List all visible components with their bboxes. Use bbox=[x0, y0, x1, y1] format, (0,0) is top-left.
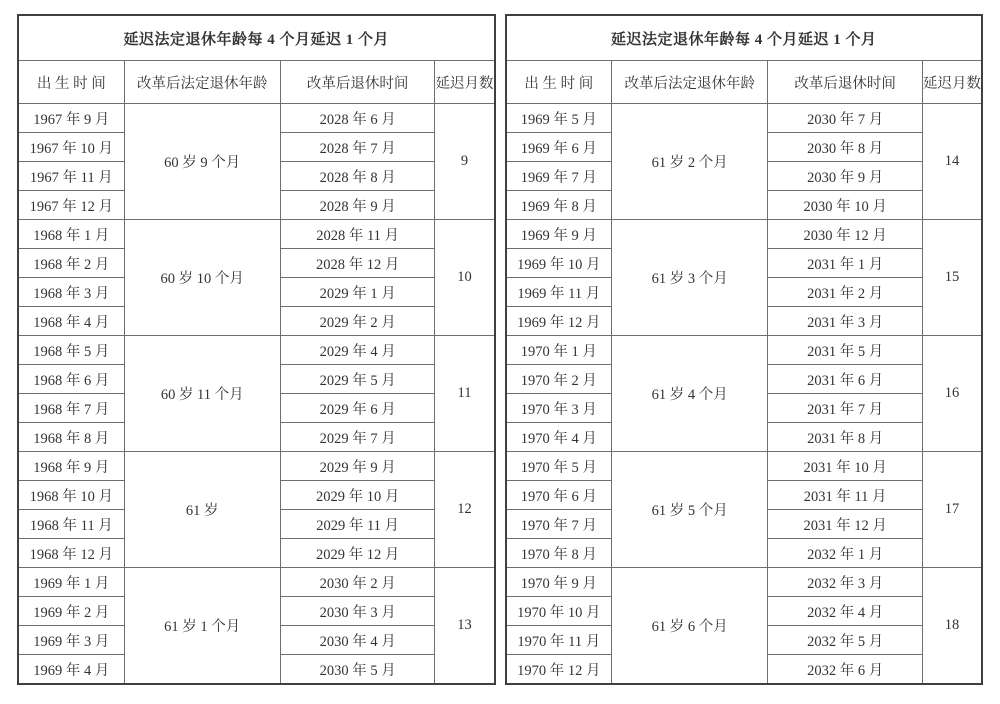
delay-months-cell: 10 bbox=[435, 220, 495, 336]
retire-time-cell: 2031 年 12 月 bbox=[768, 510, 923, 539]
retire-time-cell: 2028 年 9 月 bbox=[280, 191, 435, 220]
table-title: 延迟法定退休年龄每 4 个月延迟 1 个月 bbox=[18, 15, 495, 61]
birth-time-cell: 1969 年 10 月 bbox=[506, 249, 612, 278]
retire-time-cell: 2028 年 8 月 bbox=[280, 162, 435, 191]
table-row bbox=[18, 104, 495, 133]
retire-time-cell: 2030 年 10 月 bbox=[768, 191, 923, 220]
birth-time-cell: 1968 年 4 月 bbox=[18, 307, 124, 336]
birth-time-cell: 1970 年 10 月 bbox=[506, 597, 612, 626]
retire-time-cell: 2029 年 2 月 bbox=[280, 307, 435, 336]
retire-time-cell: 2032 年 1 月 bbox=[768, 539, 923, 568]
retire-time-cell: 2031 年 2 月 bbox=[768, 278, 923, 307]
retire-time-cell: 2031 年 3 月 bbox=[768, 307, 923, 336]
retire-time-cell: 2028 年 7 月 bbox=[280, 133, 435, 162]
delay-months-cell: 14 bbox=[922, 104, 982, 220]
statutory-age-cell: 60 岁 10 个月 bbox=[124, 220, 280, 336]
table-body bbox=[506, 104, 983, 685]
retire-time-cell: 2029 年 12 月 bbox=[280, 539, 435, 568]
col-header-delay-months: 延迟月数 bbox=[922, 61, 982, 104]
birth-time-cell: 1969 年 2 月 bbox=[18, 597, 124, 626]
table-row bbox=[506, 336, 983, 365]
retire-time-cell: 2030 年 7 月 bbox=[768, 104, 923, 133]
retire-time-cell: 2032 年 4 月 bbox=[768, 597, 923, 626]
birth-time-cell: 1969 年 8 月 bbox=[506, 191, 612, 220]
statutory-age-cell: 61 岁 4 个月 bbox=[612, 336, 768, 452]
birth-time-cell: 1968 年 12 月 bbox=[18, 539, 124, 568]
retire-time-cell: 2031 年 5 月 bbox=[768, 336, 923, 365]
birth-time-cell: 1968 年 6 月 bbox=[18, 365, 124, 394]
statutory-age-cell: 61 岁 bbox=[124, 452, 280, 568]
retire-time-cell: 2029 年 1 月 bbox=[280, 278, 435, 307]
birth-time-cell: 1967 年 12 月 bbox=[18, 191, 124, 220]
birth-time-cell: 1970 年 12 月 bbox=[506, 655, 612, 685]
birth-time-cell: 1970 年 9 月 bbox=[506, 568, 612, 597]
birth-time-cell: 1968 年 2 月 bbox=[18, 249, 124, 278]
birth-time-cell: 1968 年 8 月 bbox=[18, 423, 124, 452]
retirement-tables-container bbox=[17, 14, 983, 685]
birth-time-cell: 1969 年 9 月 bbox=[506, 220, 612, 249]
retire-time-cell: 2028 年 6 月 bbox=[280, 104, 435, 133]
table-row bbox=[506, 452, 983, 481]
col-header-statutory-age: 改革后法定退休年龄 bbox=[612, 61, 768, 104]
delay-months-cell: 12 bbox=[435, 452, 495, 568]
statutory-age-cell: 60 岁 11 个月 bbox=[124, 336, 280, 452]
table-title-row bbox=[506, 15, 983, 61]
birth-time-cell: 1968 年 7 月 bbox=[18, 394, 124, 423]
birth-time-cell: 1969 年 6 月 bbox=[506, 133, 612, 162]
delay-months-cell: 9 bbox=[435, 104, 495, 220]
col-header-birth-time: 出 生 时 间 bbox=[506, 61, 612, 104]
retire-time-cell: 2030 年 12 月 bbox=[768, 220, 923, 249]
retire-time-cell: 2032 年 5 月 bbox=[768, 626, 923, 655]
retire-time-cell: 2030 年 3 月 bbox=[280, 597, 435, 626]
birth-time-cell: 1968 年 1 月 bbox=[18, 220, 124, 249]
retire-time-cell: 2030 年 9 月 bbox=[768, 162, 923, 191]
table-row bbox=[18, 452, 495, 481]
col-header-retire-time: 改革后退休时间 bbox=[280, 61, 435, 104]
retire-time-cell: 2030 年 5 月 bbox=[280, 655, 435, 685]
table-title-row bbox=[18, 15, 495, 61]
retire-time-cell: 2029 年 6 月 bbox=[280, 394, 435, 423]
col-header-statutory-age: 改革后法定退休年龄 bbox=[124, 61, 280, 104]
birth-time-cell: 1970 年 6 月 bbox=[506, 481, 612, 510]
retire-time-cell: 2031 年 11 月 bbox=[768, 481, 923, 510]
birth-time-cell: 1967 年 10 月 bbox=[18, 133, 124, 162]
statutory-age-cell: 61 岁 6 个月 bbox=[612, 568, 768, 685]
birth-time-cell: 1969 年 12 月 bbox=[506, 307, 612, 336]
retire-time-cell: 2029 年 4 月 bbox=[280, 336, 435, 365]
birth-time-cell: 1970 年 2 月 bbox=[506, 365, 612, 394]
retire-time-cell: 2029 年 10 月 bbox=[280, 481, 435, 510]
birth-time-cell: 1970 年 11 月 bbox=[506, 626, 612, 655]
retire-time-cell: 2032 年 6 月 bbox=[768, 655, 923, 685]
retire-time-cell: 2029 年 11 月 bbox=[280, 510, 435, 539]
retire-time-cell: 2029 年 9 月 bbox=[280, 452, 435, 481]
delay-months-cell: 18 bbox=[922, 568, 982, 685]
table-title: 延迟法定退休年龄每 4 个月延迟 1 个月 bbox=[506, 15, 983, 61]
birth-time-cell: 1967 年 9 月 bbox=[18, 104, 124, 133]
table-row bbox=[506, 104, 983, 133]
retire-time-cell: 2031 年 7 月 bbox=[768, 394, 923, 423]
retire-time-cell: 2029 年 7 月 bbox=[280, 423, 435, 452]
statutory-age-cell: 61 岁 2 个月 bbox=[612, 104, 768, 220]
birth-time-cell: 1968 年 9 月 bbox=[18, 452, 124, 481]
birth-time-cell: 1967 年 11 月 bbox=[18, 162, 124, 191]
retirement-table-right bbox=[505, 14, 984, 685]
retire-time-cell: 2028 年 12 月 bbox=[280, 249, 435, 278]
retire-time-cell: 2030 年 4 月 bbox=[280, 626, 435, 655]
column-header-row bbox=[18, 61, 495, 104]
statutory-age-cell: 60 岁 9 个月 bbox=[124, 104, 280, 220]
delay-months-cell: 16 bbox=[922, 336, 982, 452]
birth-time-cell: 1970 年 3 月 bbox=[506, 394, 612, 423]
retirement-table-left bbox=[17, 14, 496, 685]
birth-time-cell: 1968 年 11 月 bbox=[18, 510, 124, 539]
birth-time-cell: 1969 年 1 月 bbox=[18, 568, 124, 597]
birth-time-cell: 1970 年 5 月 bbox=[506, 452, 612, 481]
birth-time-cell: 1969 年 5 月 bbox=[506, 104, 612, 133]
table-body bbox=[18, 104, 495, 685]
retire-time-cell: 2030 年 2 月 bbox=[280, 568, 435, 597]
table-row bbox=[506, 568, 983, 597]
delay-months-cell: 13 bbox=[435, 568, 495, 685]
delay-months-cell: 17 bbox=[922, 452, 982, 568]
birth-time-cell: 1969 年 3 月 bbox=[18, 626, 124, 655]
retire-time-cell: 2031 年 8 月 bbox=[768, 423, 923, 452]
birth-time-cell: 1968 年 3 月 bbox=[18, 278, 124, 307]
birth-time-cell: 1970 年 4 月 bbox=[506, 423, 612, 452]
delay-months-cell: 11 bbox=[435, 336, 495, 452]
birth-time-cell: 1969 年 7 月 bbox=[506, 162, 612, 191]
table-row bbox=[18, 568, 495, 597]
statutory-age-cell: 61 岁 3 个月 bbox=[612, 220, 768, 336]
birth-time-cell: 1968 年 10 月 bbox=[18, 481, 124, 510]
birth-time-cell: 1969 年 4 月 bbox=[18, 655, 124, 685]
birth-time-cell: 1969 年 11 月 bbox=[506, 278, 612, 307]
retire-time-cell: 2028 年 11 月 bbox=[280, 220, 435, 249]
col-header-delay-months: 延迟月数 bbox=[435, 61, 495, 104]
delay-months-cell: 15 bbox=[922, 220, 982, 336]
retire-time-cell: 2031 年 10 月 bbox=[768, 452, 923, 481]
birth-time-cell: 1970 年 1 月 bbox=[506, 336, 612, 365]
retire-time-cell: 2032 年 3 月 bbox=[768, 568, 923, 597]
retire-time-cell: 2029 年 5 月 bbox=[280, 365, 435, 394]
retire-time-cell: 2031 年 6 月 bbox=[768, 365, 923, 394]
birth-time-cell: 1968 年 5 月 bbox=[18, 336, 124, 365]
table-row bbox=[506, 220, 983, 249]
col-header-birth-time: 出 生 时 间 bbox=[18, 61, 124, 104]
retire-time-cell: 2031 年 1 月 bbox=[768, 249, 923, 278]
birth-time-cell: 1970 年 7 月 bbox=[506, 510, 612, 539]
col-header-retire-time: 改革后退休时间 bbox=[768, 61, 923, 104]
table-row bbox=[18, 336, 495, 365]
column-header-row bbox=[506, 61, 983, 104]
birth-time-cell: 1970 年 8 月 bbox=[506, 539, 612, 568]
retire-time-cell: 2030 年 8 月 bbox=[768, 133, 923, 162]
statutory-age-cell: 61 岁 1 个月 bbox=[124, 568, 280, 685]
table-row bbox=[18, 220, 495, 249]
statutory-age-cell: 61 岁 5 个月 bbox=[612, 452, 768, 568]
